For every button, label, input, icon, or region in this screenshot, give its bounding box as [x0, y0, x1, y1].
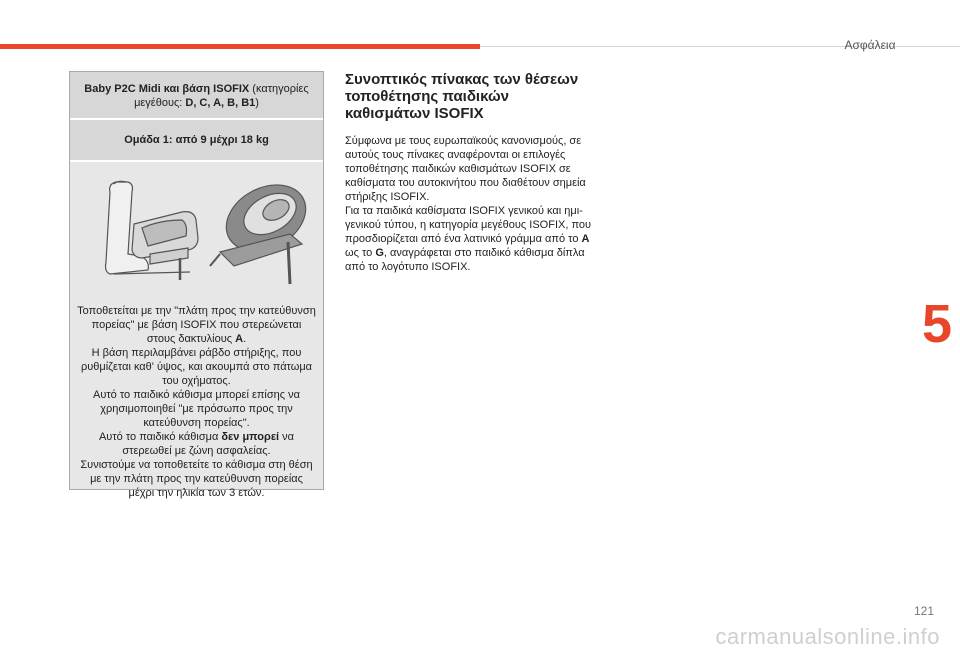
- size-letter-a: A: [581, 233, 590, 245]
- summary-p2: Για τα παιδικά καθίσματα ISOFIX γενικού και ημι-γενικού τύπου, η κατηγορία μεγέθους ISOFIX, που προσδιορίζεται από ένα λατινικό γράμμα από το: [345, 205, 592, 245]
- child-seat-drawing: [210, 172, 317, 284]
- chapter-number: 5: [914, 286, 960, 362]
- desc-line-5: Συνιστούμε να τοποθετείτε το κάθισμα στη θέση με την πλάτη προς την κατεύθυνση πορείας μέχρι την ηλικία των 3 ετών.: [80, 459, 313, 499]
- child-seat-illustration: [70, 162, 323, 302]
- size-letter-g: G: [375, 247, 384, 259]
- watermark: carmanualsonline.info: [715, 624, 940, 649]
- seat-name-row: [70, 72, 323, 118]
- header-accent-bar: [0, 44, 480, 49]
- desc-line-4: Αυτό το παιδικό κάθισμα: [98, 431, 222, 443]
- section-title: Ασφάλεια: [844, 38, 896, 52]
- isofix-seat-card: [69, 71, 324, 499]
- desc-warning: δεν μπορεί: [221, 431, 280, 443]
- seat-name: Baby P2C Midi και βάση ISOFIX: [84, 83, 250, 95]
- desc-anchor-letter: A: [235, 333, 244, 345]
- summary-paragraph: [345, 134, 593, 274]
- desc-line-3: Αυτό το παιδικό κάθισμα μπορεί επίσης να χρησιμοποιηθεί "με πρόσωπο προς την κατεύθυνση πορείας".: [92, 389, 301, 429]
- seat-size-label: (κατηγορίες μεγέθους:: [134, 83, 309, 109]
- summary-p1: Σύμφωνα με τους ευρωπαϊκούς κανονισμούς, σε αυτούς τους πίνακες αναφέρονται οι επιλογές τοποθέτησης παιδικών καθισμάτων ISOFIX σε καθίσματα του αυτοκινήτου που διαθέτουν σημεία στήριξης ISOFIX.: [345, 135, 586, 203]
- desc-line-1: Τοποθετείται με την "πλάτη προς την κατεύθυνση πορείας" με βάση ISOFIX που στερεώνεται στους δακτυλίους: [77, 305, 316, 345]
- summary-p2-end: , αναγράφεται στο παιδικό κάθισμα δίπλα από το λογότυπο ISOFIX.: [345, 247, 585, 273]
- seat-description-row: [70, 162, 323, 499]
- car-seat-drawing: [106, 181, 199, 280]
- desc-line-2: Η βάση περιλαμβάνει ράβδο στήριξης, που ρυθμίζεται καθ' ύψος, και ακουμπά στο πάτωμα του οχήματος.: [80, 347, 313, 387]
- seat-size-close: ): [255, 97, 259, 109]
- seat-description: [76, 304, 317, 500]
- page-number: 121: [913, 604, 934, 618]
- desc-line-1-end: .: [243, 333, 247, 345]
- summary-p2-mid: ως το: [345, 247, 376, 259]
- desc-line-4-end: να στερεωθεί με ζώνη ασφαλείας.: [122, 431, 295, 457]
- summary-title: Συνοπτικός πίνακας των θέσεων τοποθέτησης παιδικών καθισμάτων ISOFIX: [345, 71, 579, 122]
- seat-group-row: Ομάδα 1: από 9 μέχρι 18 kg: [70, 120, 323, 160]
- seat-size-categories: D, C, A, B, B1: [185, 97, 256, 109]
- summary-section: [345, 71, 593, 274]
